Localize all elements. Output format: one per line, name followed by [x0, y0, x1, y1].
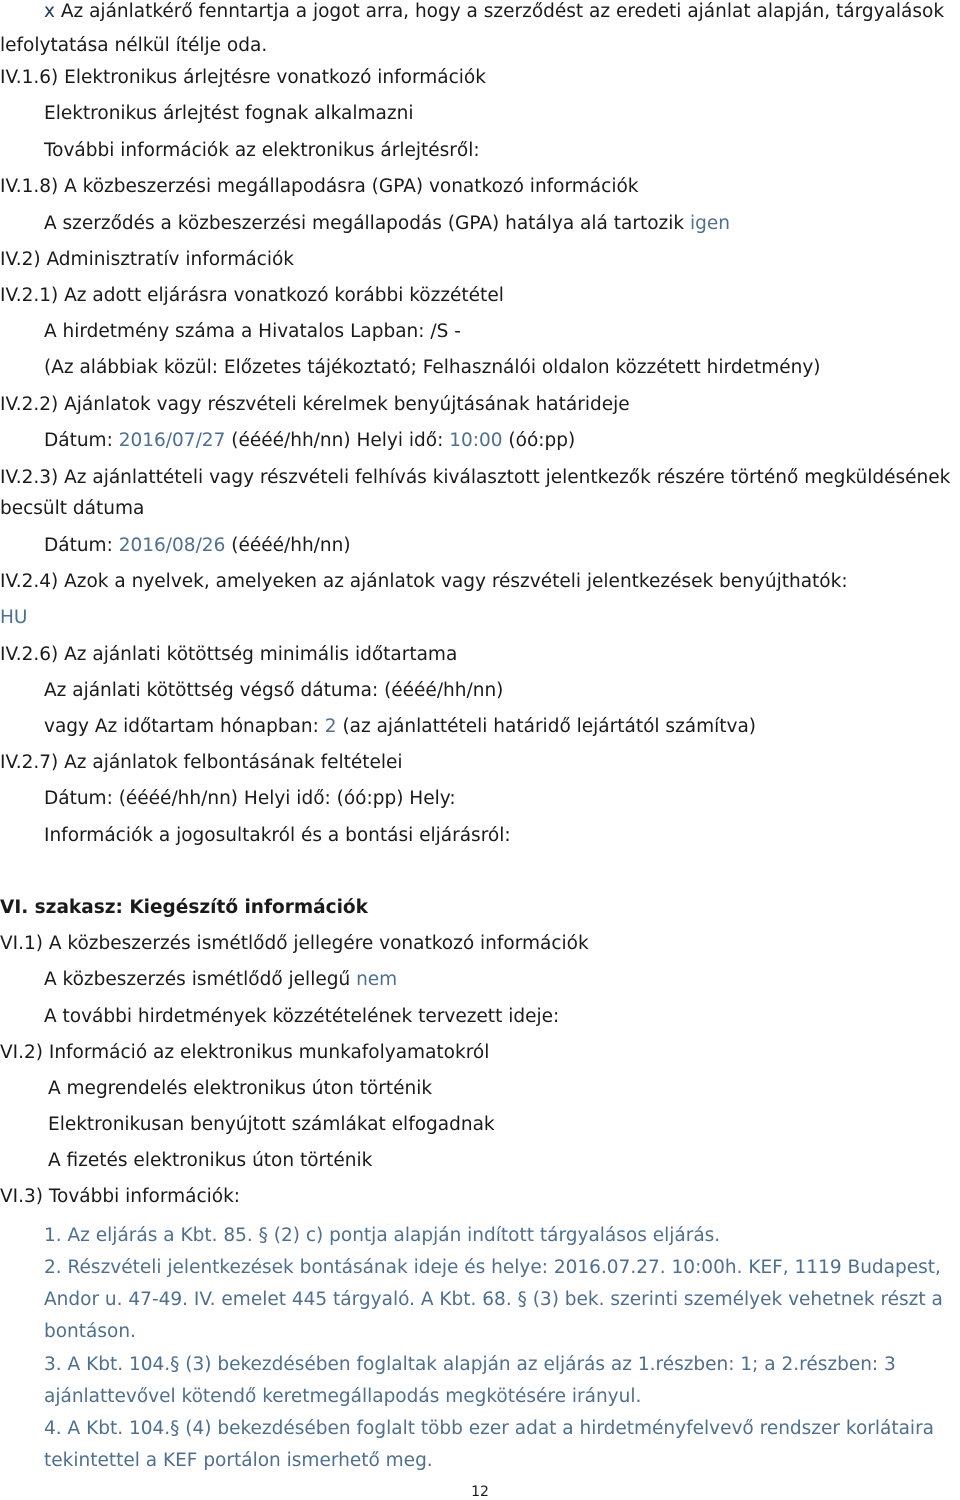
invite-heading-cont: becsült dátuma: [0, 498, 145, 519]
e-auction-used: Elektronikus árlejtést fognak alkalmazni: [44, 103, 414, 124]
validity-months-note: (az ajánlattételi határidő lejártától számítva): [342, 716, 757, 737]
e-auction-more: További információk az elektronikus árlejtésről:: [44, 140, 480, 161]
invite-heading: IV.2.3) Az ajánlattételi vagy részvételi felhívás kiválasztott jelentkezők részére történő megküldésének: [0, 467, 951, 488]
page-number: 12: [471, 1484, 489, 1500]
section-vi-title: VI. szakasz: Kiegészítő információk: [0, 897, 368, 918]
reservation-text-cont: lefolytatása nélkül ítélje oda.: [0, 35, 268, 56]
invite-date-format: (éééé/hh/nn): [231, 535, 351, 556]
more-info-item-3: 3. A Kbt. 104.§ (3) bekezdésében foglaltak alapján az eljárás az 1.részben: 1; a 2.részben: 3 ajánlattevővel kötendő keretmegállapodás megkötésére irányul.: [44, 1354, 896, 1407]
more-info-item-2: 2. Részvételi jelentkezések bontásának ideje és helye: 2016.07.27. 10:00h. KEF, 1119 Budapest, Andor u. 47-49. IV. emelet 445 tárgyaló. A Kbt. 68. § (3) bek. szerinti személyek vehetnek részt a bontáson.: [44, 1257, 943, 1342]
gpa-value: igen: [689, 213, 730, 234]
reservation-text: Az ajánlatkérő fenntartja a jogot arra, hogy a szerződést az eredeti ajánlat alapján, tárgyalások: [60, 1, 945, 22]
deadline-date-label: Dátum:: [44, 430, 113, 451]
workflow-heading: VI.2) Információ az elektronikus munkafolyamatokról: [0, 1042, 490, 1063]
prev-pub-options: (Az alábbiak közül: Előzetes tájékoztató; Felhasználói oldalon közzétett hirdetmény): [44, 357, 821, 378]
recurrence-heading: VI.1) A közbeszerzés ismétlődő jellegére vonatkozó információk: [0, 933, 589, 954]
recurrence-value: nem: [356, 969, 398, 990]
opening-date: Dátum: (éééé/hh/nn) Helyi idő: (óó:pp) Hely:: [44, 788, 456, 809]
invite-line: [44, 534, 960, 558]
validity-end-date: Az ajánlati kötöttség végső dátuma: (éééé/hh/nn): [44, 680, 504, 701]
more-info-item-4: 4. A Kbt. 104.§ (4) bekezdésében foglalt több ezer adat a hirdetményfelvevő rendszer korlátaira tekintettel a KEF portálon ismerhető meg.: [44, 1418, 935, 1471]
validity-months-value: 2: [324, 716, 337, 737]
opening-heading: IV.2.7) Az ajánlatok felbontásának feltételei: [0, 752, 403, 773]
deadline-date-format: (éééé/hh/nn) Helyi idő:: [231, 430, 444, 451]
gpa-text: A szerződés a közbeszerzési megállapodás (GPA) hatálya alá tartozik: [44, 213, 685, 234]
deadline-heading: IV.2.2) Ajánlatok vagy részvételi kérelmek benyújtásának határideje: [0, 394, 630, 415]
reservation-line: [44, 0, 960, 24]
recurrence-next: A további hirdetmények közzétételének tervezett ideje:: [44, 1006, 560, 1027]
recurrence-text: A közbeszerzés ismétlődő jellegű: [44, 969, 351, 990]
checkbox-mark: x: [44, 1, 55, 22]
invite-date-value: 2016/08/26: [118, 535, 226, 556]
validity-months-line: [44, 715, 960, 739]
prev-pub-number: A hirdetmény száma a Hivatalos Lapban: /S -: [44, 321, 461, 342]
admin-heading: IV.2) Adminisztratív információk: [0, 249, 295, 270]
prev-pub-heading: IV.2.1) Az adott eljárásra vonatkozó korábbi közzététel: [0, 285, 504, 306]
workflow-invoice: Elektronikusan benyújtott számlákat elfogadnak: [48, 1114, 495, 1135]
deadline-line: [44, 429, 960, 453]
recurrence-line: [44, 968, 960, 992]
validity-months-label: vagy Az időtartam hónapban:: [44, 716, 319, 737]
more-info-heading: VI.3) További információk:: [0, 1186, 241, 1207]
e-auction-heading: IV.1.6) Elektronikus árlejtésre vonatkozó információk: [0, 67, 486, 88]
more-info-item-1: 1. Az eljárás a Kbt. 85. § (2) c) pontja alapján indított tárgyalásos eljárás.: [44, 1225, 721, 1246]
deadline-time-value: 10:00: [449, 430, 503, 451]
gpa-heading: IV.1.8) A közbeszerzési megállapodásra (GPA) vonatkozó információk: [0, 176, 639, 197]
deadline-time-format: (óó:pp): [508, 430, 576, 451]
gpa-line: [44, 212, 960, 236]
invite-date-label: Dátum:: [44, 535, 113, 556]
workflow-payment: A fizetés elektronikus úton történik: [48, 1150, 373, 1171]
workflow-order: A megrendelés elektronikus úton történik: [48, 1078, 433, 1099]
deadline-date-value: 2016/07/27: [118, 430, 226, 451]
languages-heading: IV.2.4) Azok a nyelvek, amelyeken az ajánlatok vagy részvételi jelentkezések benyújthatók:: [0, 571, 848, 592]
opening-info: Információk a jogosultakról és a bontási eljárásról:: [44, 825, 511, 846]
languages-value: HU: [0, 607, 28, 628]
validity-heading: IV.2.6) Az ajánlati kötöttség minimális időtartama: [0, 644, 458, 665]
